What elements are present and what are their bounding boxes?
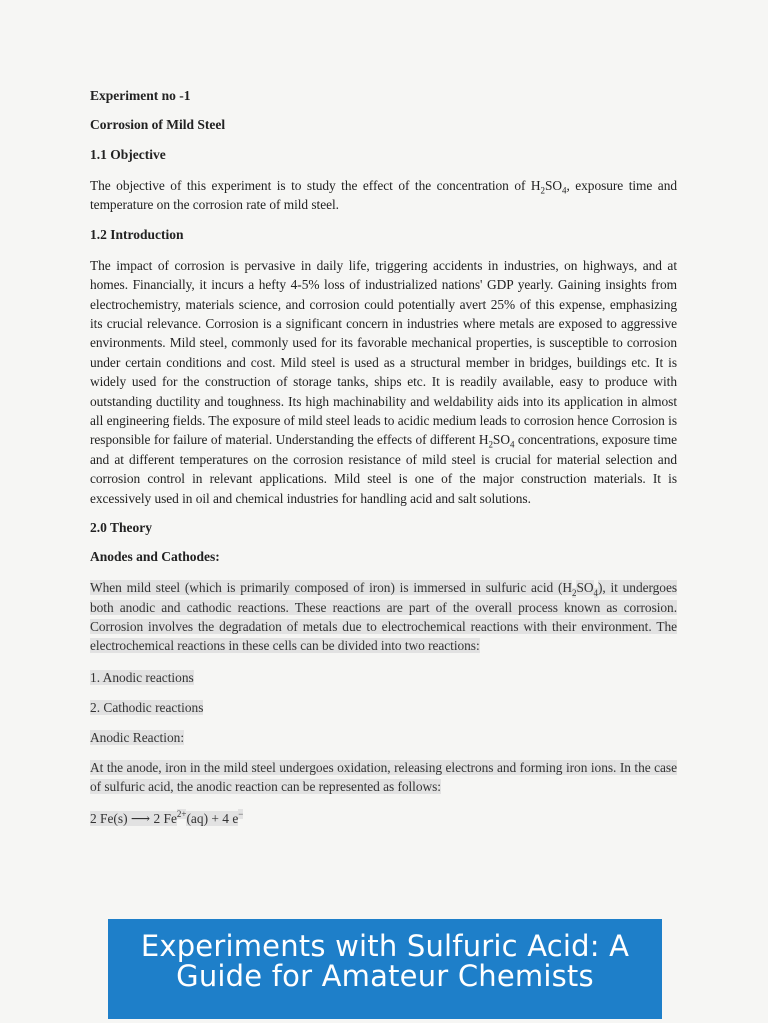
list-item-cathodic [90,698,677,717]
anodic-reaction-heading [90,728,677,747]
anodic-reaction-heading-text: Anodic Reaction: [90,729,185,745]
objective-text-a: The objective of this experiment is to study the effect of the concentration of H [90,178,541,193]
theory-text-a: When mild steel (which is primarily composed of iron) is immersed in sulfuric acid (H [90,580,573,596]
objective-text-c: , exposure time and temperature on the corrosion rate of mild steel. [90,178,677,213]
anodes-cathodes-heading: Anodes and Cathodes: [90,549,220,565]
intro-text-a: The impact of corrosion is pervasive in daily life, triggering accidents in industries, on highways, and at homes. Financially, it incurs a hefty 4-5% loss of industrialized nations' GDP yearly. Gaining insights from electrochemistry, materials science, and corrosion could potentially avert 25% of this expense, emphasizing its crucial relevance. Corrosion is a significant concern in industries where metals are exposed to aggressive environments. Mild steel, commonly used for its favorable mechanical properties, is susceptible to corrosion under certain conditions and cost. Mild steel is used as a structural member in bridges, buildings etc. It is widely used for the construction of storage tanks, ships etc. It is readily available, easy to produce with outstanding ductility and toughness. Its high machinability and weldability aids into its application in almost all engineering fields. The exposure of mild steel leads to acidic medium leads to corrosion hence Corrosion is responsible for failure of material. Understanding the effects of different H [90,257,677,448]
anodic-equation [90,809,677,828]
theory-text-b: SO [576,580,594,596]
intro-text-b: SO [492,432,510,448]
theory-subscript-2: 4 [593,587,598,598]
objective-subscript-2: 4 [562,185,567,196]
intro-text-c: concentrations, exposure time and at different temperatures on the corrosion resistance of mild steel is crucial for material selection and corrosion control in relevant applications. Mild steel is one of the major construction materials. It is excessively used in oil and chemical industries for handling acid and salt solutions. [90,432,677,506]
equation-superscript-2: − [238,809,244,820]
theory-heading: 2.0 Theory [90,520,153,536]
anode-text: At the anode, iron in the mild steel undergoes oxidation, releasing electrons and forming iron ions. In the case of sulfuric acid, the anodic reaction can be represented as follows: [90,759,677,795]
intro-subscript-1: 2 [488,440,493,451]
introduction-heading: 1.2 Introduction [90,226,184,242]
objective-paragraph [90,176,677,215]
title-banner [108,919,662,1019]
objective-heading: 1.1 Objective [90,147,166,162]
banner-title: Experiments with Sulfuric Acid: A Guide for Amateur Chemists [140,929,630,993]
objective-text-b: SO [544,178,562,193]
experiment-title: Experiment no -1 [90,88,191,103]
equation-text-b: (aq) + 4 e [186,810,239,826]
theory-text-c: ), it undergoes both anodic and cathodic reactions. These reactions are part of the overall process known as corrosion. Corrosion involves the degradation of metals due to electrochemical reactions with their environment. The electrochemical reactions in these cells can be divided into two reactions: [90,580,677,654]
introduction-paragraph [90,256,677,508]
anode-paragraph [90,758,677,797]
equation-text-a: 2 Fe(s) ⟶ 2 Fe [90,810,177,826]
theory-paragraph [90,578,677,656]
intro-subscript-2: 4 [509,440,515,451]
list-item-cathodic-text: 2. Cathodic reactions [90,699,204,715]
equation-superscript-1: 2+ [176,809,187,820]
list-item-anodic-text: 1. Anodic reactions [90,669,194,685]
list-item-anodic [90,668,677,687]
objective-subscript-1: 2 [540,185,545,196]
theory-subscript-1: 2 [572,587,577,598]
document-body [90,88,677,839]
document-subtitle: Corrosion of Mild Steel [90,117,226,132]
